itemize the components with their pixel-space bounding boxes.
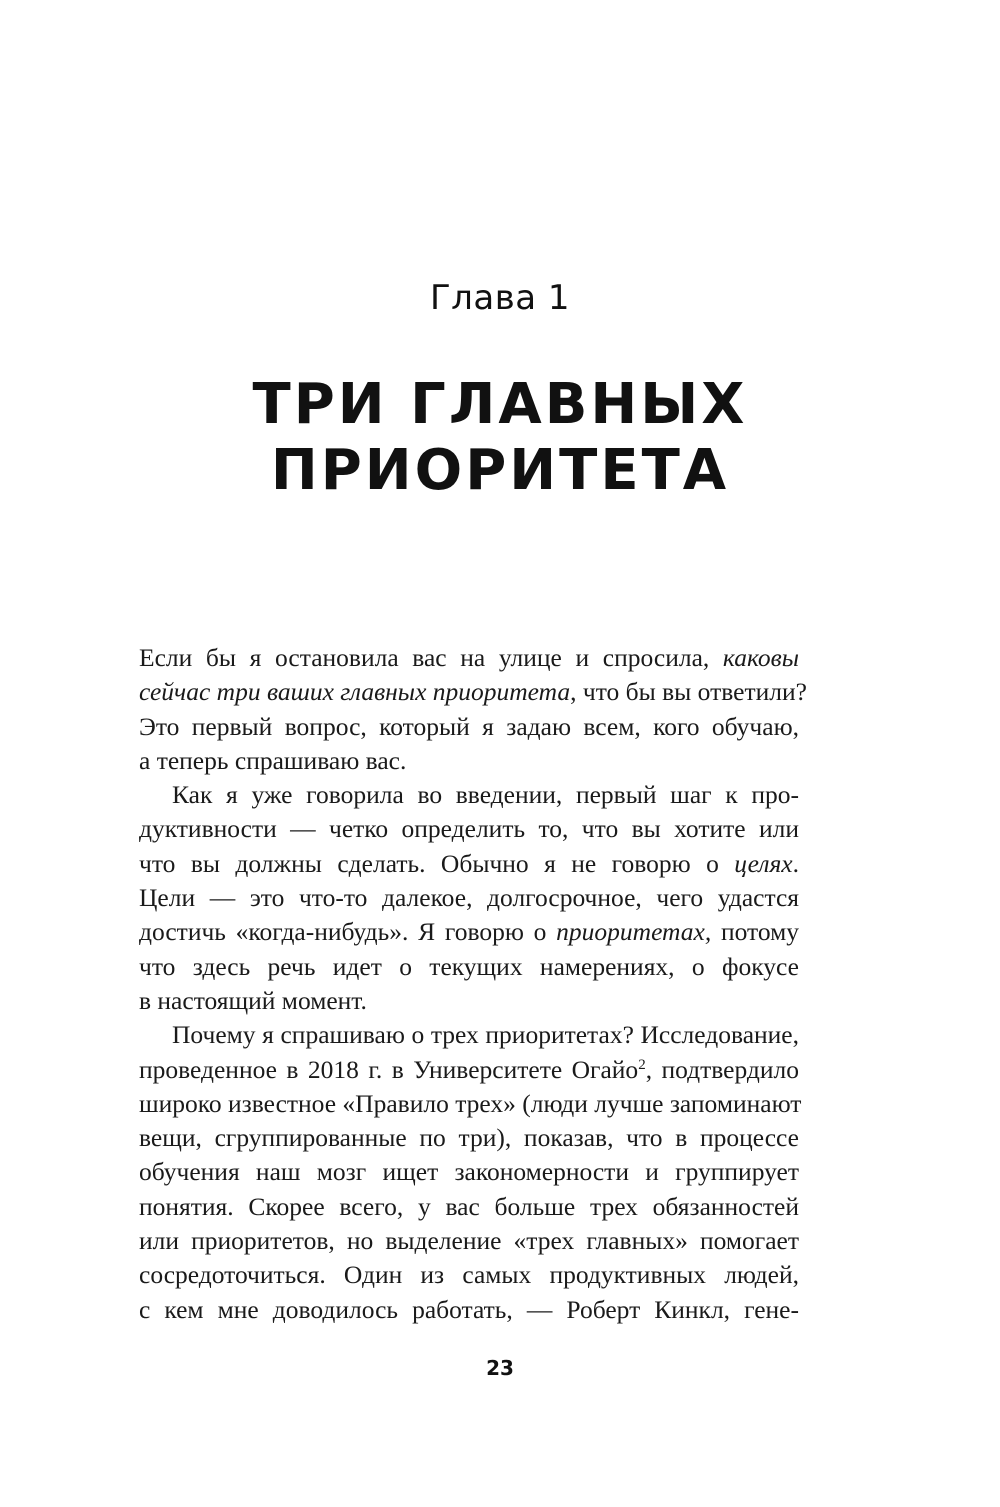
text-line: что здесь речь идет о текущих намерениях, о фокусе xyxy=(139,951,799,981)
text-line: Если бы я остановила вас на улице и спросила, каковы xyxy=(139,643,799,672)
text-line: Как я уже говорила во введении, первый шаг к про- xyxy=(172,780,799,810)
text-line: сосредоточиться. Один из самых продуктивных людей, xyxy=(139,1260,799,1290)
text-line: Почему я спрашиваю о трех приоритетах? Исследование, xyxy=(172,1020,799,1050)
text-line: обучения наш мозг ищет закономерности и группирует xyxy=(139,1157,799,1187)
text-line: или приоритетов, но выделение «трех главных» помогает xyxy=(139,1226,799,1256)
emphasis-text: целях xyxy=(734,848,793,878)
text-line: Это первый вопрос, который я задаю всем, кого обучаю, xyxy=(139,711,799,741)
page-number: 23 xyxy=(486,1356,514,1380)
text-line: достичь «когда-нибудь». Я говорю о приоритетах, потому xyxy=(139,917,800,947)
text-line: с кем мне доводилось работать, — Роберт Кинкл, гене- xyxy=(139,1294,799,1324)
emphasis-text: сейчас три ваших главных приоритета xyxy=(139,677,571,707)
text-line: вещи, сгруппированные по три), показав, что в процессе xyxy=(139,1123,799,1153)
emphasis-text: каковы xyxy=(722,643,799,672)
text-line: понятия. Скорее всего, у вас больше трех обязанностей xyxy=(139,1191,799,1221)
text-line: сейчас три ваших главных приоритета, что бы вы ответили? xyxy=(139,677,807,707)
text-line: Цели — это что-то далекое, долгосрочное, чего удастся xyxy=(139,883,799,913)
text-line: в настоящий момент. xyxy=(139,985,367,1015)
text-line: проведенное в 2018 г. в Университете Огайо$^2$, подтвердило xyxy=(139,1054,799,1084)
chapter-title-line: ПРИОРИТЕТА xyxy=(270,438,730,503)
emphasis-text: приоритетах, xyxy=(556,917,712,947)
chapter-title xyxy=(0,372,1000,504)
chapter-label: Глава 1 xyxy=(429,278,571,318)
text-line: что вы должны сделать. Обычно я не говорю о целях. xyxy=(139,848,799,878)
chapter-title-line: ТРИ ГЛАВНЫХ xyxy=(252,372,748,437)
text-line: широко известное «Правило трех» (люди лучше запоминают xyxy=(139,1088,802,1118)
footnote-marker[interactable]: 2 xyxy=(638,1056,646,1073)
text-line: дуктивности — четко определить то, что вы хотите или xyxy=(139,814,799,844)
text-line: а теперь спрашиваю вас. xyxy=(139,745,407,775)
body-text xyxy=(139,641,807,1327)
